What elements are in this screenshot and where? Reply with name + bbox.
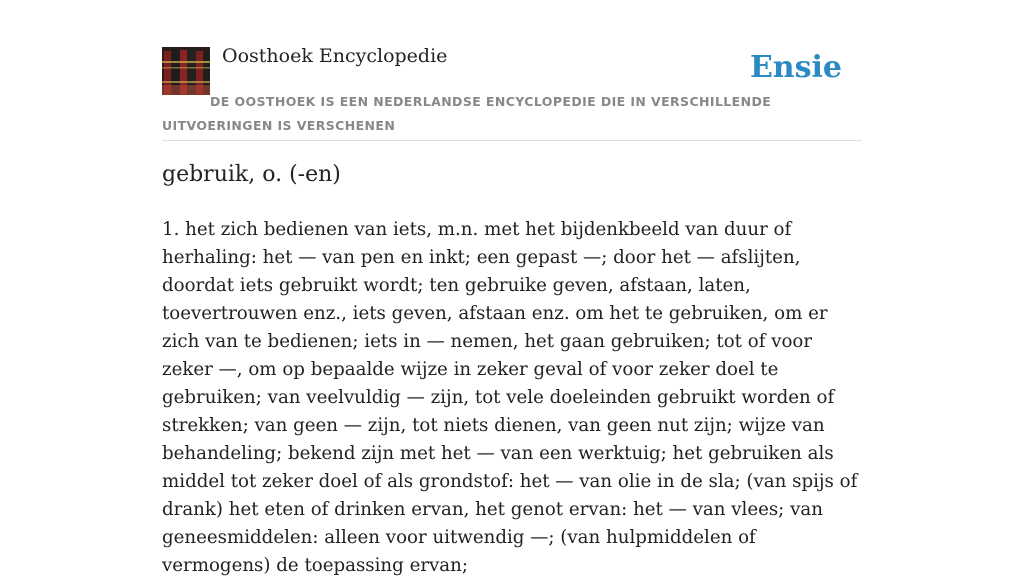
site-header <box>162 0 862 141</box>
page-container <box>162 0 862 576</box>
avatar-image <box>162 47 210 95</box>
brand-logo[interactable]: Ensie <box>749 50 842 85</box>
site-tagline: DE OOSTHOEK IS EEN NEDERLANDSE ENCYCLOPEDIE DIE IN VERSCHILLENDE UITVOERINGEN IS VERSCHENEN <box>162 94 772 133</box>
entry-body: 1. het zich bedienen van iets, m.n. met het bijdenkbeeld van duur of herhaling: het — van pen en inkt; een gepast —; door het — afslijten, doordat iets gebruikt wordt; ten gebruike geven, afstaan, laten, toevertrouwen enz., iets geven, afstaan enz. om het te gebruiken, om er zich van te bedienen; iets in — nemen, het gaan gebruiken; tot of voor zeker —, om op bepaalde wijze in zeker geval of voor zeker doel te gebruiken; van veelvuldig — zijn, tot vele doeleinden gebruikt worden of strekken; van geen — zijn, tot niets dienen, van geen nut zijn; wijze van behandeling; bekend zijn met het — van een werktuig; het gebruiken als middel tot zeker doel of als grondstof: het — van olie in de sla; (van spijs of drank) het eten of drinken ervan, het genot ervan: het — van vlees; van geneesmiddelen: alleen voor uitwendig —; (van hulpmiddelen of vermogens) de toepassing ervan; <box>162 219 858 576</box>
entry-title: gebruik, o. (-en) <box>162 162 341 187</box>
book-spines-avatar-icon[interactable] <box>162 47 210 95</box>
site-name-link[interactable]: Oosthoek Encyclopedie <box>222 45 448 67</box>
